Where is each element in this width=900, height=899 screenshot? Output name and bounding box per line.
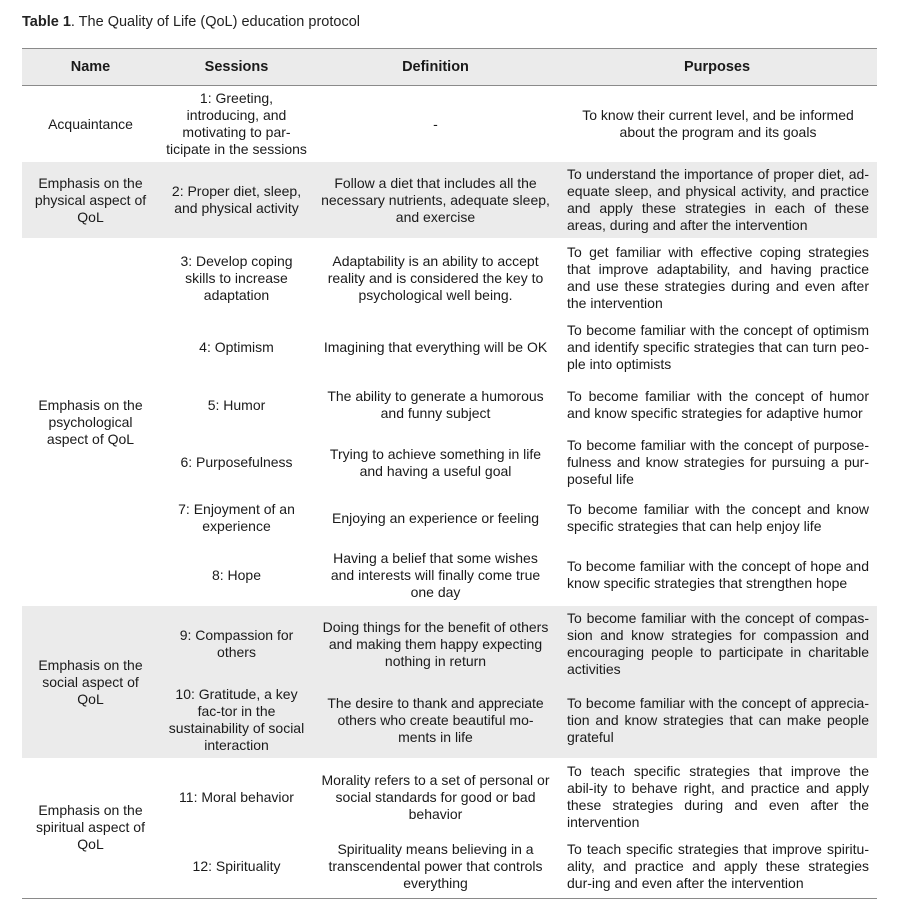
- purpose-cell: To understand the importance of proper diet, ad-equate sleep, and physical activity, and practice and apply these strategies in each of these areas, during and after the intervention: [557, 162, 877, 238]
- purpose-cell: To become familiar with the concept of compas-sion and know strategies for compassion and encouraging people to participate in charitable activities: [557, 606, 877, 682]
- session-cell: 7: Enjoyment of an experience: [178, 501, 295, 534]
- session-cell: 1: Greeting, introducing, and motivating to par-ticipate in the sessions: [166, 90, 307, 157]
- definition-cell: Trying to achieve something in life and having a useful goal: [329, 445, 542, 479]
- session-cell: 9: Compassion for others: [159, 606, 314, 682]
- purpose-cell: To get familiar with effective coping strategies that improve adaptability, and having practice and use these strategies during and even after the intervention: [567, 244, 869, 311]
- definition-cell: Enjoying an experience or feeling: [331, 509, 540, 526]
- session-cell: 8: Hope: [211, 566, 262, 583]
- definition-cell: The ability to generate a humorous and funny subject: [327, 388, 544, 421]
- purpose-cell: To become familiar with the concept of hope and know specific strategies that strengthen hope: [567, 558, 869, 591]
- group-name-cell: Emphasis on the social aspect of QoL: [22, 606, 159, 758]
- session-cell: 10: Gratitude, a key fac-tor in the sustainability of social interaction: [159, 682, 314, 758]
- session-cell: 5: Humor: [207, 396, 266, 413]
- table-caption: [22, 14, 360, 30]
- table-caption-text: . The Quality of Life (QoL) education protocol: [70, 14, 360, 30]
- column-header-definition: Definition: [314, 49, 557, 86]
- definition-cell: Follow a diet that includes all the necessary nutrients, adequate sleep, and exercise: [314, 162, 557, 238]
- group-name-cell: Emphasis on the psychological aspect of QoL: [38, 396, 143, 447]
- definition-cell: Doing things for the benefit of others and making them happy expecting nothing in return: [314, 606, 557, 682]
- column-header-name: Name: [22, 49, 159, 86]
- purpose-cell: To become familiar with the concept of apprecia-tion and know strategies that can make people grateful: [557, 682, 877, 758]
- table-row: [22, 758, 877, 836]
- session-cell: 2: Proper diet, sleep, and physical activity: [159, 162, 314, 238]
- qol-protocol-table: [22, 48, 877, 899]
- purpose-cell: To teach specific strategies that improve the abil-ity to behave right, and practice and apply these strategies during and even after the intervention: [567, 763, 869, 830]
- purpose-cell: To know their current level, and be informed about the program and its goals: [582, 107, 854, 140]
- table-header-row: [22, 49, 877, 86]
- table-row: [22, 162, 877, 238]
- group-name-cell: Emphasis on the physical aspect of QoL: [22, 162, 159, 238]
- table-row: [22, 606, 877, 682]
- session-cell: 12: Spirituality: [159, 836, 314, 898]
- definition-cell: Adaptability is an ability to accept reality and is considered the key to psychological well being.: [327, 252, 544, 303]
- purpose-cell: To become familiar with the concept of optimism and identify specific strategies that can turn peo-ple into optimists: [567, 322, 869, 372]
- definition-cell: The desire to thank and appreciate others who create beautiful mo-ments in life: [314, 682, 557, 758]
- purpose-cell: To become familiar with the concept and know specific strategies that can help enjoy life: [567, 501, 869, 534]
- purpose-cell: To become familiar with the concept of purpose-fulness and know strategies for pursuing a pur-poseful life: [567, 437, 869, 487]
- group-name-cell: Emphasis on the spiritual aspect of QoL: [22, 758, 159, 898]
- session-cell: 11: Moral behavior: [179, 788, 294, 805]
- table-caption-label: Table 1: [22, 14, 71, 30]
- session-cell: 4: Optimism: [199, 339, 274, 355]
- session-cell: 3: Develop coping skills to increase adaptation: [180, 252, 293, 303]
- table-row: [22, 86, 877, 163]
- purpose-cell: To teach specific strategies that improve spiritu-ality, and practice and apply these strategies dur-ing and even after the intervention: [557, 836, 877, 898]
- column-header-sessions: Sessions: [159, 49, 314, 86]
- table-row: [22, 238, 877, 318]
- definition-cell: Imagining that everything will be OK: [323, 339, 548, 355]
- definition-cell: -: [433, 115, 438, 132]
- definition-cell: Having a belief that some wishes and interests will finally come true one day: [330, 549, 541, 600]
- column-header-purposes: Purposes: [557, 49, 877, 86]
- definition-cell: Spirituality means believing in a transcendental power that controls everything: [314, 836, 557, 898]
- group-name-cell: Acquaintance: [48, 115, 133, 132]
- definition-cell: Morality refers to a set of personal or social standards for good or bad behavior: [321, 771, 550, 822]
- purpose-cell: To become familiar with the concept of humor and know specific strategies for adaptive humor: [567, 388, 869, 421]
- session-cell: 6: Purposefulness: [180, 454, 293, 470]
